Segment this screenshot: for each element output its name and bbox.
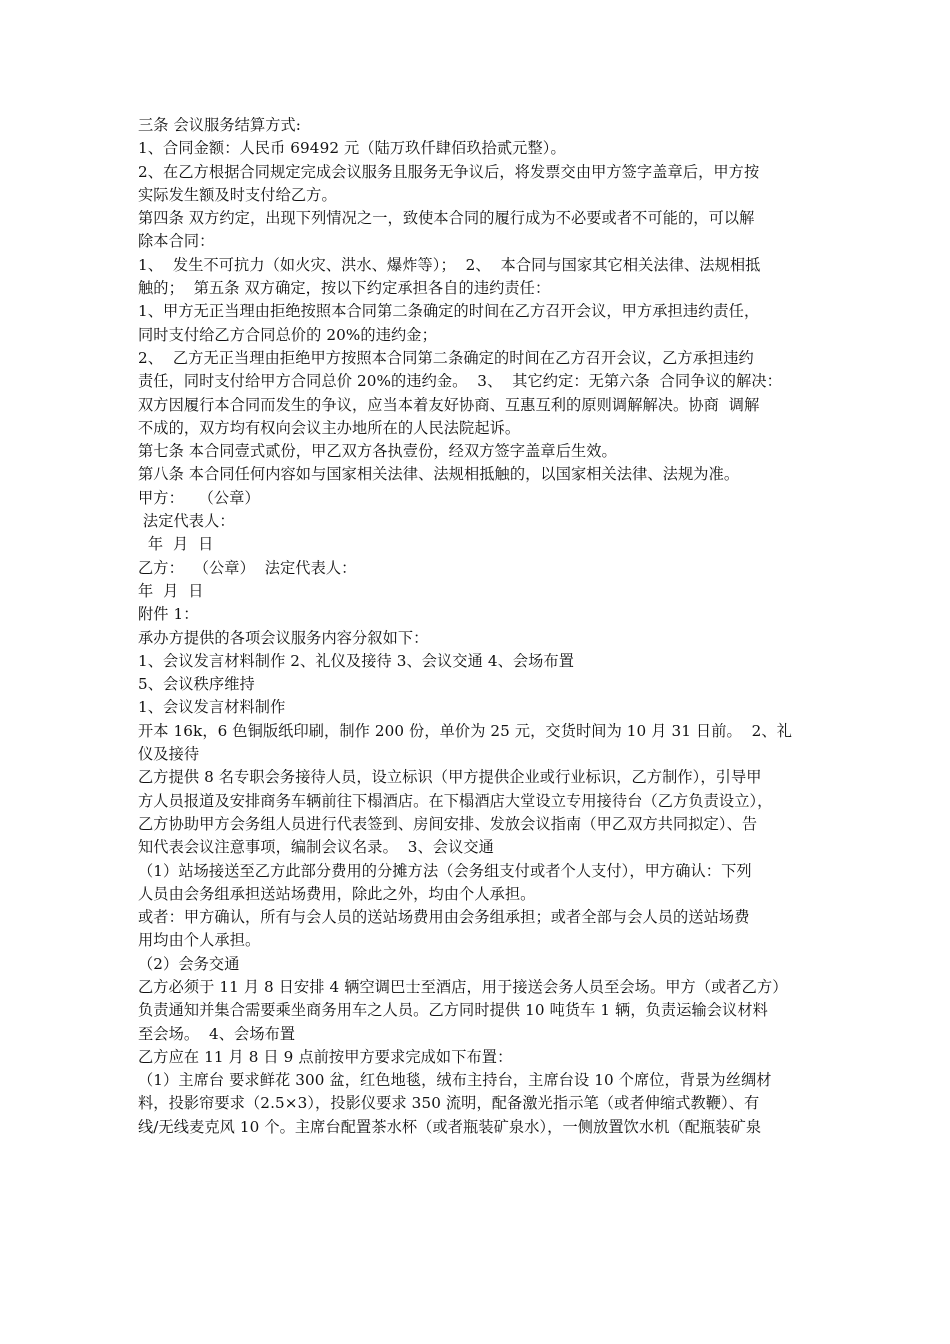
text-line: 2、在乙方根据合同规定完成会议服务且服务无争议后，将发票交由甲方签字盖章后，甲方按	[138, 162, 760, 181]
text-line: 乙方应在 11 月 8 日 9 点前按甲方要求完成如下布置：	[138, 1047, 513, 1066]
text-line: 乙方必须于 11 月 8 日安排 4 辆空调巴士至酒店，用于接送会务人员至会场。甲方（或者乙方）	[138, 977, 788, 996]
text-line: 用均由个人承担。	[138, 931, 261, 950]
text-line: 方人员报道及安排商务车辆前往下榻酒店。在下榻酒店大堂设立专用接待台（乙方负责设立），	[138, 791, 773, 810]
text-line: 第四条 双方约定，出现下列情况之一，致使本合同的履行成为不必要或者不可能的，可以解	[138, 209, 755, 228]
text-line: 2、 乙方无正当理由拒绝甲方按照本合同第二条确定的时间在乙方召开会议，乙方承担违约	[138, 348, 754, 367]
text-line: 法定代表人：	[138, 512, 235, 531]
text-line: 知代表会议注意事项，编制会议名录。 3、会议交通	[138, 838, 494, 857]
text-line: 除本合同：	[138, 232, 215, 251]
text-line: 乙方： （公章） 法定代表人：	[138, 558, 357, 577]
text-line: 触的； 第五条 双方确定，按以下约定承担各自的违约责任：	[138, 279, 551, 298]
text-line: 同时支付给乙方合同总价的 20%的违约金；	[138, 325, 437, 344]
text-line: 年 月 日	[138, 581, 204, 600]
text-line: 或者：甲方确认，所有与会人员的送站场费用由会务组承担；或者全部与会人员的送站场费	[138, 908, 750, 927]
text-line: 1、甲方无正当理由拒绝按照本合同第二条确定的时间在乙方召开会议，甲方承担违约责任，	[138, 302, 760, 321]
text-line: 乙方协助甲方会务组人员进行代表签到、房间安排、发放会议指南（甲乙双方共同拟定）、告	[138, 814, 758, 833]
text-line: 不成的，双方均有权向会议主办地所在的人民法院起诉。	[138, 418, 521, 437]
text-line: 附件 1：	[138, 605, 199, 624]
text-line: 乙方提供 8 名专职会务接待人员，设立标识（甲方提供企业或行业标识，乙方制作），引导甲	[138, 768, 762, 787]
text-line: （1）主席台 要求鲜花 300 盆，红色地毯，绒布主持台，主席台设 10 个席位，背景为丝绸材	[138, 1071, 772, 1090]
text-line: 第七条 本合同壹式贰份，甲乙双方各执壹份，经双方签字盖章后生效。	[138, 442, 617, 461]
text-line: 人员由会务组承担送站场费用，除此之外，均由个人承担。	[138, 884, 536, 903]
text-line: 负责通知并集合需要乘坐商务用车之人员。乙方同时提供 10 吨货车 1 辆，负责运输会议材料	[138, 1001, 768, 1020]
text-line: 1、合同金额：人民币 69492 元（陆万玖仟肆佰玖拾贰元整）。	[138, 139, 566, 158]
document-body	[138, 114, 818, 1139]
text-line: （1）站场接送至乙方此部分费用的分摊方法（会务组支付或者个人支付），甲方确认：下列	[138, 861, 752, 880]
text-line: 5、会议秩序维持	[138, 675, 255, 694]
text-line: 线/无线麦克风 10 个。主席台配置茶水杯（或者瓶装矿泉水），一侧放置饮水机（配瓶装矿泉	[138, 1117, 762, 1136]
text-line: 第八条 本合同任何内容如与国家相关法律、法规相抵触的，以国家相关法律、法规为准。	[138, 465, 740, 484]
text-line: 三条 会议服务结算方式:	[138, 116, 302, 134]
text-line: 承办方提供的各项会议服务内容分叙如下：	[138, 628, 429, 647]
text-line: （2）会务交通	[138, 954, 240, 973]
text-line: 1、 发生不可抗力（如火灾、洪水、爆炸等）； 2、 本合同与国家其它相关法律、法规相抵	[138, 255, 761, 274]
text-line: 年 月 日	[138, 535, 214, 554]
text-line: 责任，同时支付给甲方合同总价 20%的违约金。 3、 其它约定：无第六条 合同争议的解决：	[138, 372, 782, 391]
text-line: 1、会议发言材料制作 2、礼仪及接待 3、会议交通 4、会场布置	[138, 651, 575, 670]
text-line: 甲方： （公章）	[138, 488, 260, 507]
text-line: 至会场。 4、会场布置	[138, 1024, 296, 1043]
text-line: 1、会议发言材料制作	[138, 698, 286, 717]
text-line: 实际发生额及时支付给乙方。	[138, 185, 337, 204]
text-line: 料，投影帘要求（2.5×3），投影仪要求 350 流明，配备激光指示笔（或者伸缩式教鞭）、有	[138, 1094, 760, 1113]
text-line: 双方因履行本合同而发生的争议，应当本着友好协商、互惠互利的原则调解解决。协商 调解	[138, 395, 760, 414]
text-line: 仪及接待	[138, 745, 200, 764]
text-line: 开本 16k，6 色铜版纸印刷，制作 200 份，单价为 25 元，交货时间为 10 月 31 日前。 2、礼	[138, 721, 792, 740]
